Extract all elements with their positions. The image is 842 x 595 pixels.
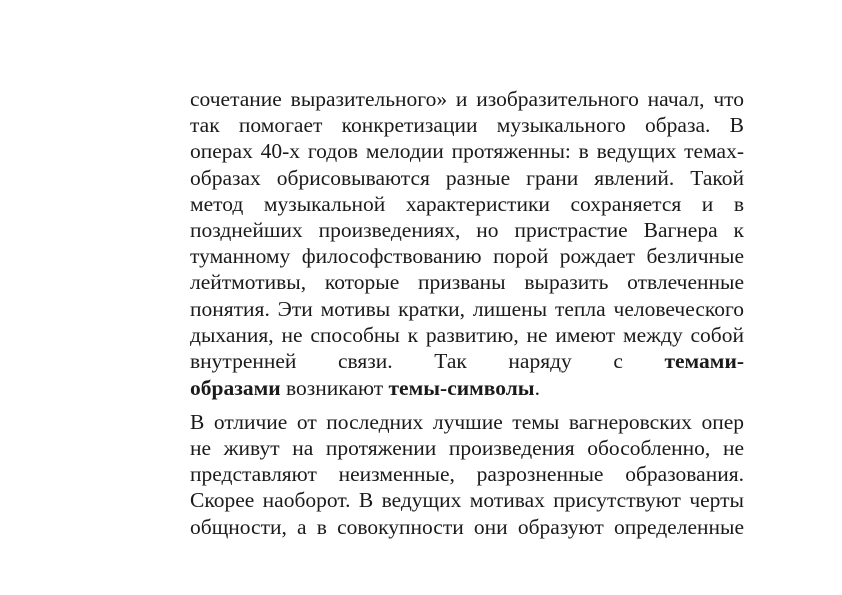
text-line: лейтмотивы, которые призваны выразить отвлеченные: [190, 270, 744, 295]
paragraph-2: [190, 409, 744, 540]
text-line: метод музыкальной характеристики сохраняется и в: [190, 191, 744, 216]
text-line: Скорее наоборот. В ведущих мотивах присутствуют черты: [190, 488, 744, 513]
word: внутренней: [190, 348, 297, 373]
word: связи.: [337, 348, 393, 373]
text-line: дыхания, не способны к развитию, не имеют между собой: [190, 322, 744, 347]
text-line: туманному философствованию порой рождает безличные: [190, 244, 744, 269]
text-line: понятия. Эти мотивы кратки, лишены тепла человеческого: [190, 296, 744, 321]
text-line: образах обрисовываются разные грани явлений. Такой: [190, 165, 744, 190]
text-line: сочетание выразительного» и изобразительного начал, что: [190, 87, 744, 111]
text-line: [190, 348, 744, 376]
bold-term: темами-: [664, 348, 744, 373]
text-fragment: .: [534, 376, 540, 401]
text-line: общности, а в совокупности они образуют определенные: [190, 514, 744, 539]
paragraph-1: [190, 86, 744, 403]
text-line: позднейших произведениях, но пристрастие Вагнера к: [190, 217, 744, 242]
bold-term: образами: [190, 376, 281, 401]
text-line: В отличие от последних лучшие темы вагнеровских опер: [190, 409, 744, 434]
word-prefix: с: [613, 348, 623, 373]
text-line: так помогает конкретизации музыкального образа. В: [190, 113, 744, 138]
text-fragment: возникают: [280, 376, 389, 401]
text-line: [190, 375, 744, 403]
word: Так: [434, 348, 467, 373]
text-line: представляют неизменные, разрозненные образования.: [190, 462, 744, 487]
word: [613, 349, 744, 373]
text-line: не живут на протяжении произведения обособленно, не: [190, 436, 744, 461]
word: наряду: [508, 348, 572, 373]
text-line: операх 40-х годов мелодии протяженны: в ведущих темах-: [190, 139, 744, 164]
body-text: [190, 86, 744, 540]
bold-term: темы-символы: [388, 376, 535, 401]
